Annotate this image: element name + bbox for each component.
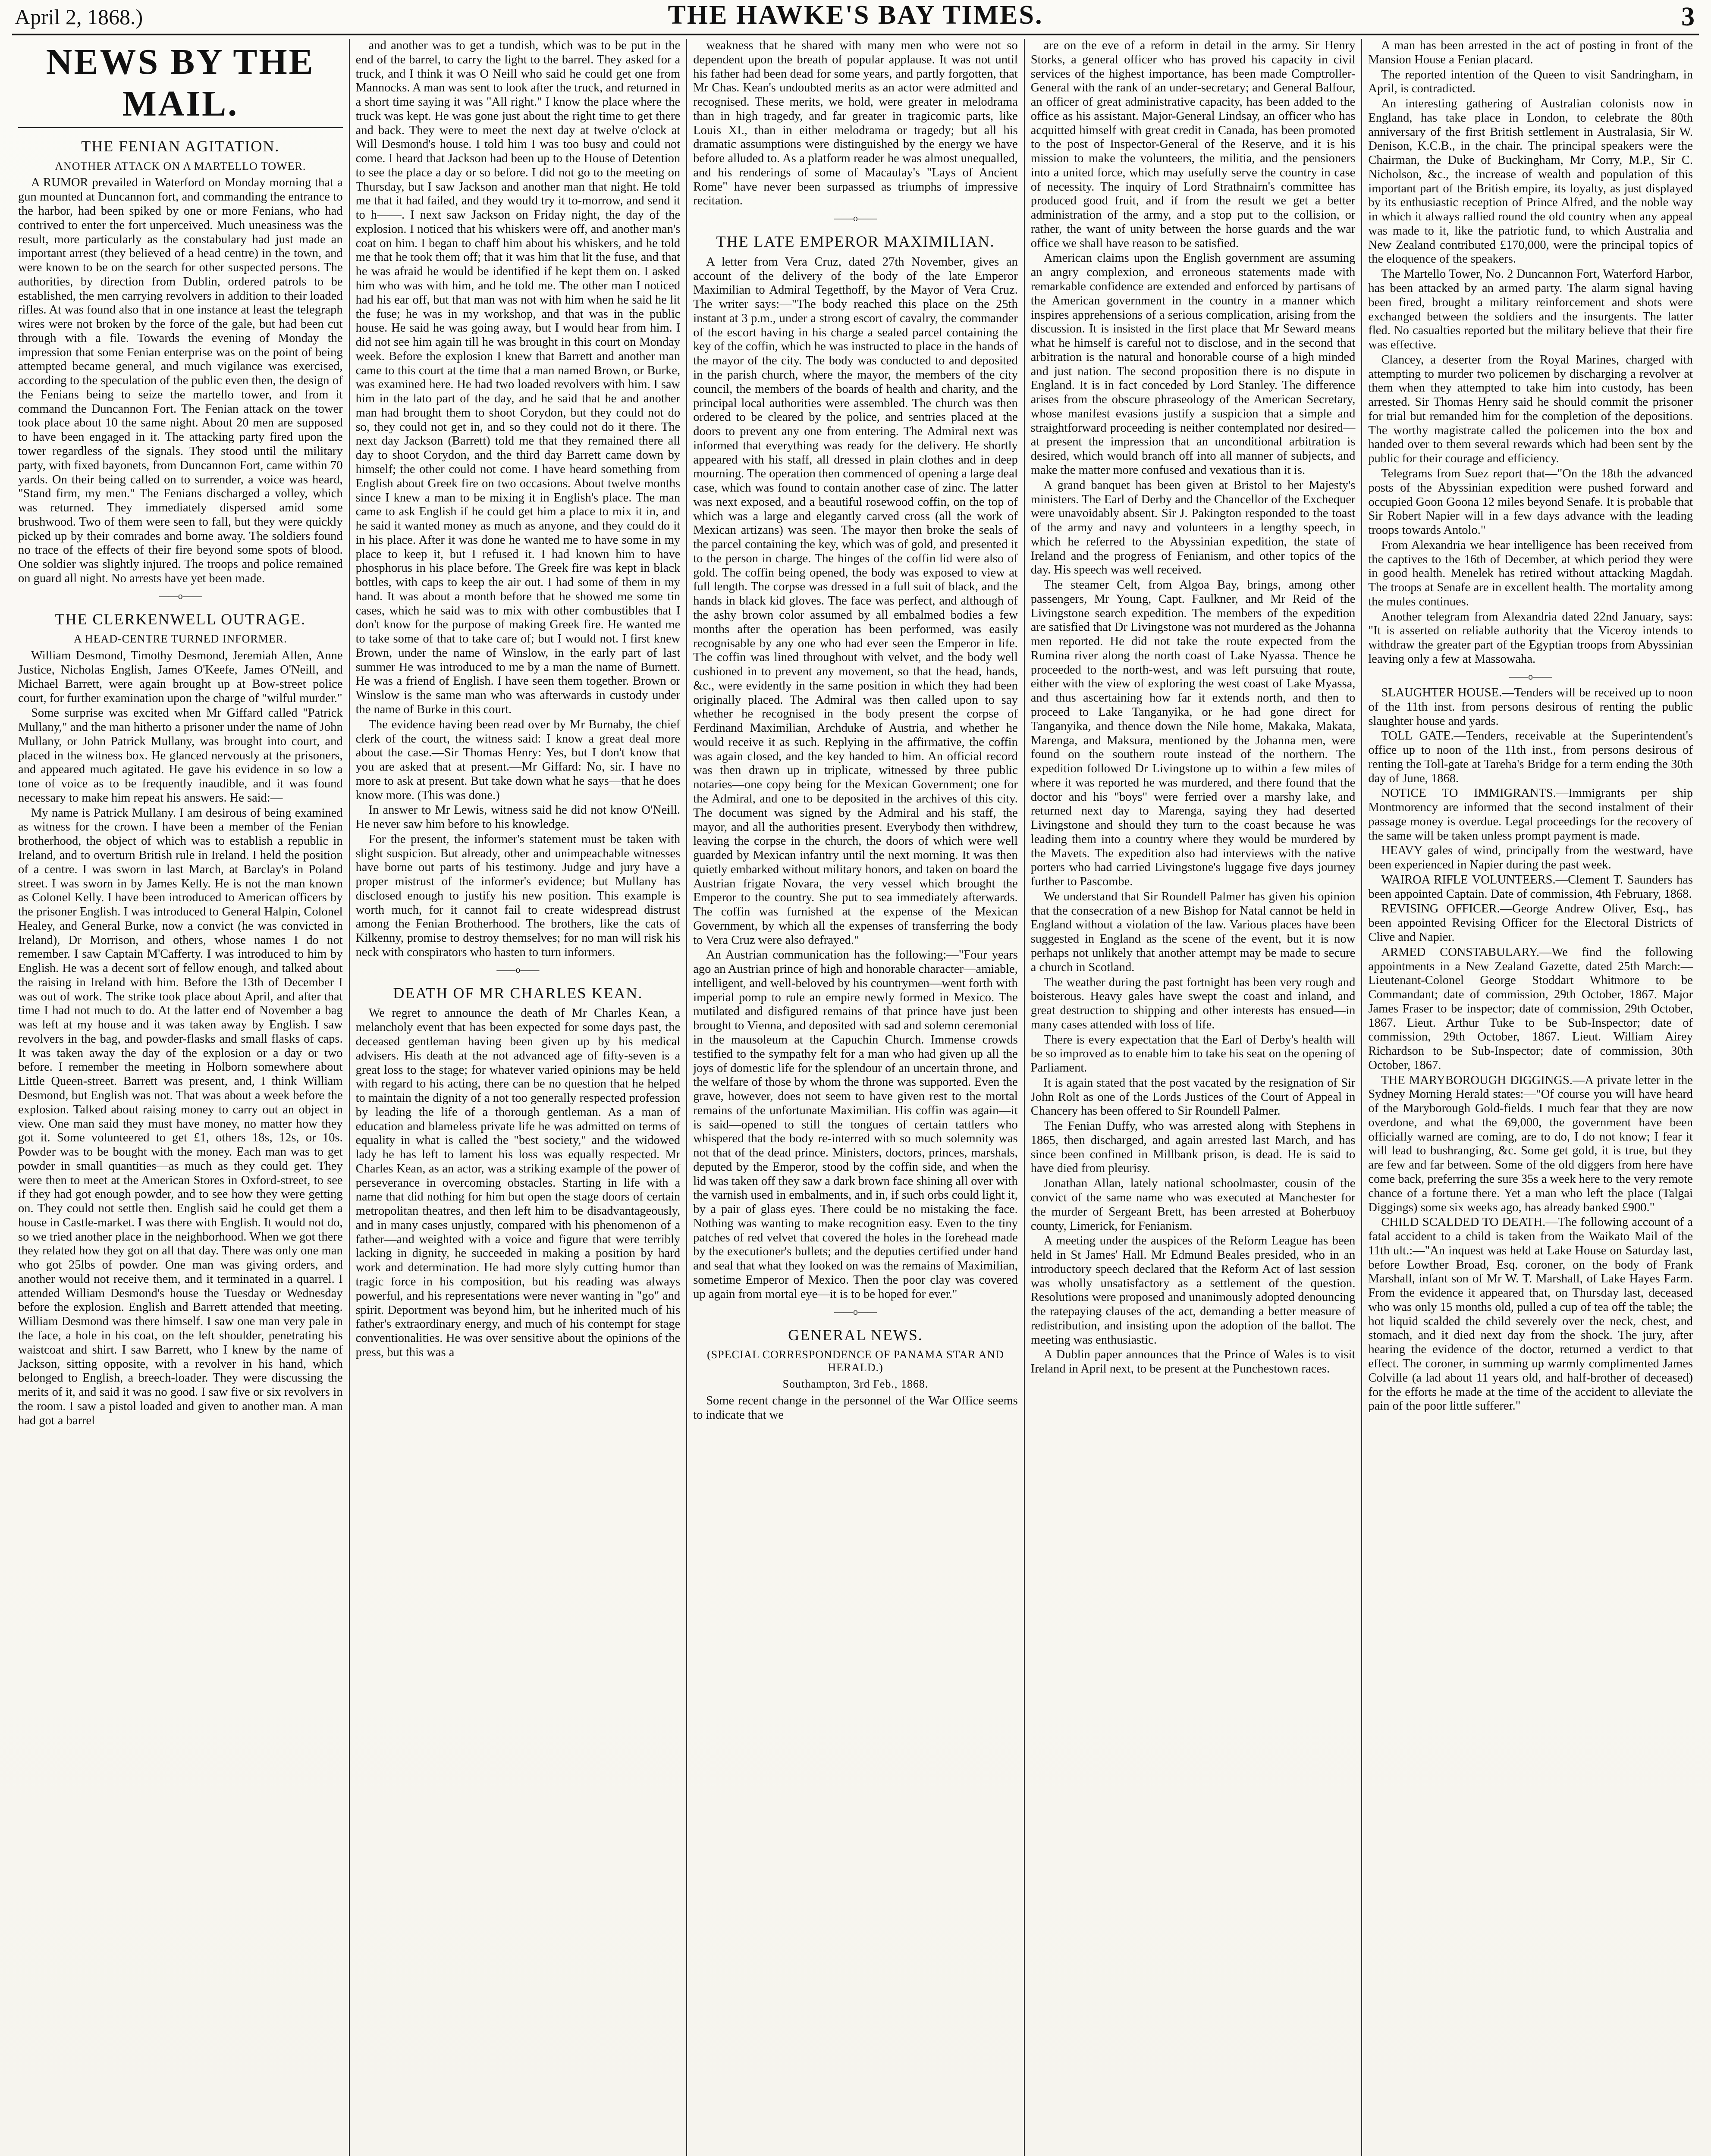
article-paragraph: An Austrian communication has the following:—"Four years ago an Austrian prince of high and honorable character—amiable, intelligent, and well-beloved by his countrymen—went forth with imperial pomp to rule an empire newly formed in Mexico. The mutilated and disfigured remains of that prince have just been brought to Vienna, and deposited with sad and solemn ceremonial in the mausoleum at the Capuchin Church. Immense crowds testified to the sympathy felt for a man who had given up all the joys of domestic life for the splendour of an uncertain throne, and the welfare of those by whom the throne was supported. Even the grave, however, does not seem to have given rest to the mortal remains of the unfortunate Maximilian. His coffin was again—it is said—opened to still the tongues of certain tattlers who whispered that the body re-interred with so much solemnity was not that of the dead prince. Ministers, doctors, princes, marshals, deputed by the Emperor, stood by the coffin side, and when the lid was taken off they saw a dark brown face shining all over with the varnish used in embalments, and in, if such orbs could light it, by a pair of glass eyes. There could be no mistaking the face. Nothing was wanting to make recognition easy. Even to the tiny patches of red velvet that covered the holes in the forehead made by the executioner's bullets; and the deputies certified under hand and seal that what they looked on was the remains of Maximilian, sometime Emperor of Mexico. Then the poor clay was covered up again from mortal eye—it is to be hoped for ever." <box>693 948 1018 1301</box>
article-paragraph: and another was to get a tundish, which was to be put in the end of the barrel, to carry the light to the barrel. They asked for a truck, and I think it was O Neill who said he could get one from Mannocks. A man was sent to look after the truck, and returned in a short time saying it was "All right." I know the place where the truck was kept. He was gone just about the right time to get there and back. They were to meet the next day at twelve o'clock at Will Desmond's house. I told him I was too busy and could not come. I heard that Jackson had been up to the House of Detention to see the place a day or so before. I did not go to the meeting on Thursday, but I saw Jackson and another man that night. He told me that it had failed, and they would try it to-morrow, and send it to h——. I next saw Jackson on Friday night, the day of the explosion. I noticed that his whiskers were off, and another man's coat on him. I began to chaff him about his whiskers, and he told me that he took them off; that it was him that lit the fuse, and that he was afraid he would be identified if he kept them on. I asked him who was with him, and he told me. The other man I noticed had his ear off, but that man was not with him when he said he lit the fuse; he was in my workshop, and that was in the public house. He said he was going away, but I would hear from him. I did not see him again till he was brought in this court on Monday week. Before the explosion I knew that Barrett and another man came to this court at the time that a man named Brown, or Burke, was examined here. He had two loaded revolvers with him. I saw him in the lato part of the day, and he said that he and another man had brought them to shoot Corydon, but they could not do so, they could not get in, and so they could not do it there. The next day Jackson (Barrett) told me that they remained there all day to shoot Corydon, and the third day Barrett came down by himself; the other could not come. I have heard something from English about Greek fire on two occasions. About twelve months since I knew a man to be mixing it in English's place. The man came to ask English if he could get him a place to mix it in, and he said it wanted money as much as anyone, and they could do it in his place. After it was done he wanted me to have some in my place to keep it, but I refused it. I had known him to have phosphorus in his place before. The Greek fire was kept in black bottles, with caps to keep the air out. I had some of them in my hand. It was about a month before that he showed me some tin cases, which he said was to mix with other combustibles that I don't know for the purpose of making Greek fire. He wanted me to take some of that to take care of; but I would not. I first knew Brown, under the name of Winslow, in the early part of last summer He was introduced to me by a man the name of Burnett. He was a friend of English. I have seen them together. Brown or Winslow is the same man who was afterwards in custody under the name of Burke in this court. <box>355 39 681 716</box>
article-paragraph: Some surprise was excited when Mr Giffard called "Patrick Mullany," and the man hitherto a prisoner under the name of John Mullany, or John Patrick Mullany, was brought into court, and placed in the witness box. He glanced nervously at the prisoners, and appeared much agitated. He gave his evidence in so low a tone of voice as to be frequently inaudible, and it was found necessary to make him repeat his answers. He said:— <box>18 706 343 805</box>
column-1 <box>12 39 349 2156</box>
article-paragraph: In answer to Mr Lewis, witness said he did not know O'Neill. He never saw him before to his knowledge. <box>355 803 681 831</box>
article-heading-kean: DEATH OF MR CHARLES KEAN. <box>393 984 643 1002</box>
article-paragraph: There is every expectation that the Earl of Derby's health will be so improved as to enable him to take his seat on the opening of Parliament. <box>1030 1033 1356 1075</box>
page-header <box>12 0 1699 35</box>
column-2 <box>349 39 687 2156</box>
article-paragraph: are on the eve of a reform in detail in the army. Sir Henry Storks, a general officer who has proved his capacity in civil services of the highest importance, has been made Comptroller-General with the rank of an under-secretary; and General Balfour, an officer of great administrative capacity, has been added to the office as his assistant. Major-General Lindsay, an officer who has acquitted himself with great credit in Canada, has been promoted to the post of Inspector-General of the Reserve, and it is his mission to make the volunteers, the militia, and the pensioners into a united force, which may usefully serve the country in case of necessity. The inquiry of Lord Strathnairn's committee has produced good fruit, and if from the result we get a better administration of the army, and a stop put to the collision, or rather, the want of unity between the horse guards and the war office we shall have reason to be satisfied. <box>1030 39 1356 250</box>
news-item: A man has been arrested in the act of posting in front of the Mansion House a Fenian placard. <box>1368 39 1693 66</box>
separator: ——o—— <box>1509 671 1552 682</box>
notice-item: SLAUGHTER HOUSE.—Tenders will be received up to noon of the 11th inst. from persons desirous of renting the public slaughter house and yards. <box>1368 686 1693 728</box>
news-item: Telegrams from Suez report that—"On the 18th the advanced posts of the Abyssinian expedition were pushed forward and occupied Goon Goona 12 miles beyond Senafe. It is probable that Sir Robert Napier will in a few days advance with the leading troops towards Antolo." <box>1368 467 1693 537</box>
news-item: The Martello Tower, No. 2 Duncannon Fort, Waterford Harbor, has been attacked by an armed party. The alarm signal having been fired, brought a military reinforcement and shots were exchanged between the soldiers and the insurgents. The latter fled. No casualties reported but the military believe that their fire was effective. <box>1368 267 1693 352</box>
article-paragraph: American claims upon the English government are assuming an angry complexion, and erroneous statements made with remarkable confidence are extended and enforced by partisans of the American government in the country in a manner which inspires apprehensions of a serious complication, arising from the discussion. It is insisted in the first place that Mr Seward means what he himself is careful not to disclose, and in the second that arbitration is the natural and honorable course of a high minded and just nation. The second proposition there is no dispute in England. It is in fact conceded by Lord Stanley. The difference arises from the obscure phraseology of the American Secretary, whose manifest evasions justify a suspicion that a simple and straightforward proceeding is neither contemplated nor desired—at present the impression that an unconditional arbitration is desired, which would branch off into all manner of subjects, and make the matter more confused and vexatious than it is. <box>1030 251 1356 477</box>
article-paragraph: weakness that he shared with many men who were not so dependent upon the breath of popular applause. It was not until his father had been dead for some years, and partly forgotten, that Mr Chas. Kean's undoubted merits as an actor were admitted and recognised. These merits, we hold, were greater in melodrama than in high tragedy, and far greater in tragicomic parts, like Louis XI., than in either melodrama or tragedy; but all his dramatic assumptions were distinguished by the energy we have before alluded to. As a platform reader he was almost unequalled, and his renderings of some of Macaulay's "Lays of Ancient Rome" have never been surpassed as triumphs of impressive recitation. <box>693 39 1018 208</box>
separator: ——o—— <box>834 1306 877 1317</box>
article-paragraph: For the present, the informer's statement must be taken with slight suspicion. But already, other and unimpeachable witnesses have borne out parts of his testimony. Judge and jury have a proper mistrust of the informer's evidence; but Mullany has disclosed enough to justify his new position. This example is worth much, for it cannot fail to create widespread distrust among the Fenian Brotherhood. The brothers, like the cats of Kilkenny, promise to destroy themselves; for no man will risk his neck with conspirators who hasten to turn informers. <box>355 832 681 959</box>
article-subheading: A HEAD-CENTRE TURNED INFORMER. <box>73 633 287 646</box>
article-paragraph: A meeting under the auspices of the Reform League has been held in St James' Hall. Mr Edmund Beales presided, who in an introductory speech declared that the Reform Act of last session was wholly unsatisfactory as a settlement of the question. Resolutions were proposed and unanimously adopted denouncing the ratepaying clauses of the act, demanding a better measure of redistribution, and insisting upon the adoption of the ballot. The meeting was enthusiastic. <box>1030 1234 1356 1347</box>
news-item: Clancey, a deserter from the Royal Marines, charged with attempting to murder two policemen by discharging a revolver at them when they attempted to take him into custody, has been arrested. Sir Thomas Henry said he should commit the prisoner for trial but remanded him for the completion of the depositions. The worthy magistrate called the policemen into the box and handed over to them several rewards which had been sent by the public for their courage and efficiency. <box>1368 353 1693 466</box>
news-item: From Alexandria we hear intelligence has been received from the captives to the 16th of December, at which period they were in good health. Menelek has retired without attacking Magdah. The troops at Senafe are in excellent health. The mortality among the mules continues. <box>1368 538 1693 608</box>
issue-date: April 2, 1868.) <box>15 5 143 29</box>
page-number: 3 <box>1681 2 1695 31</box>
article-paragraph: Jonathan Allan, lately national schoolmaster, cousin of the convict of the same name who was executed at Manchester for the murder of Sergeant Brett, has been arrested at Boherbuoy county, Limerick, for Fenianism. <box>1030 1177 1356 1233</box>
article-paragraph: A letter from Vera Cruz, dated 27th November, gives an account of the delivery of the body of the late Emperor Maximilian to Admiral Tegetthoff, by the Mayor of Vera Cruz. The writer says:—"The body reached this place on the 25th instant at 3 p.m., under a strong escort of cavalry, the commander of the escort having in his charge a sealed parcel containing the key of the coffin, which he was instructed to place in the hands of the mayor of the city. The body was conducted to and deposited in the parish church, where the mayor, the members of the city council, the members of the boards of health and charity, and the principal local authorities were assembled. The church was then ordered to be cleared by the police, and sentries placed at the doors to prevent any one from entering. The Admiral next was informed that everything was ready for the delivery. He shortly appeared with his staff, all dressed in plain clothes and in deep mourning. The operation then commenced of opening a large deal case, which was found to contain another case of zinc. The latter was next exposed, and a beautiful rosewood coffin, on the top of which was a large and elegantly carved cross (all the work of Mexican artizans) was seen. The mayor then broke the seals of the parcel containing the key, which was of gold, and presented it to the person in charge. The hinges of the coffin lid were also of gold. The coffin being opened, the body was exposed to view at full length. The corpse was dressed in a full suit of black, and the hands in black kid gloves. The face was perfect, and although of the ashy brown color assumed by all embalmed bodies a few months after the operation has been performed, was easily recognisable by any one who had ever seen the Emperor in life. The coffin was lined throughout with velvet, and the body well cushioned in to prevent any movement, so that the head, hands, &c., were evidently in the same position in which they had been originally placed. The Admiral was then called upon to say whether he recognised in the body present the corpse of Ferdinand Maximilian, Archduke of Austria, and whether he would receive it as such. Replying in the affirmative, the coffin was again closed, and the key handed to him. An official record was then drawn up in triplicate, witnessed by three public notaries—one copy being for the Mexican Government; one for the Admiral, and one to be deposited in the archives of this city. The document was signed by the Admiral and his staff, the mayor, and all the authorities present. Everybody then withdrew, leaving the corpse in the church, the doors of which were well guarded by Mexican infantry until the next morning. It was then quietly embarked without military honors, and taken on board the Austrian frigate Novara, the very vessel which brought the Emperor to the country. She put to sea immediately afterwards. The coffin was furnished at the expense of the Mexican Government, by which all the expenses of transferring the body to Vera Cruz were also defrayed." <box>693 255 1018 947</box>
notice-item: NOTICE TO IMMIGRANTS.—Immigrants per ship Montmorency are informed that the second instalment of their passage money is overdue. Legal proceedings for the recovery of the same will be taken unless prompt payment is made. <box>1368 787 1693 843</box>
article-heading-general-news: GENERAL NEWS. <box>788 1326 923 1344</box>
article-heading-fenian: THE FENIAN AGITATION. <box>81 138 280 155</box>
notice-item: REVISING OFFICER.—George Andrew Oliver, Esq., has been appointed Revising Officer for the Electoral Districts of Clive and Napier. <box>1368 902 1693 944</box>
article-paragraph: My name is Patrick Mullany. I am desirous of being examined as witness for the crown. I have been a member of the Fenian brotherhood, the object of which was to establish a republic in Ireland, and to overturn British rule in Ireland. I held the position of a centre. I was sworn in last March, at Barclay's in Poland street. I was sworn in by James Kelly. He is not the man known as Colonel Kelly. I have been introduced to American officers by the prisoner English. I was introduced to General Halpin, Colonel Healey, and General Burke, now a convict (he was convicted in Ireland), Dr Morrison, and others, whose names I do not remember. I saw Captain M'Cafferty. I was introduced to him by English. He was a decent sort of fellow enough, and talked about the raising in Ireland with him. Before the 13th of December I was out of work. The strike took place about April, and after that time I had not much to do. At the latter end of November a bag was left at my house and it was taken away by English. I saw revolvers in the bag, and powder-flasks and small flasks of caps. It was taken away the day of the explosion or a day or two before. I remember the meeting in Holborn somewhere about Little Queen-street. Barrett was present, and, I think William Desmond, but English was not. That was about a week before the explosion. Talked about raising money to carry out an object in view. One man said they must have money, no matter how they got it. Some volunteered to get £1, others 18s, 12s, or 10s. Powder was to be bought with the money. Each man was to get powder in small quantities—as much as they could get. They were then to meet at the American Stores in Oxford-street, to see if they had got enough powder, and to see how they were getting on. They could not settle then. English said he could get them a house in Castle-market. I was there with English. It would not do, so we tried another place in the neighborhood. When we got there they related how they got on all that day. There was only one man who got 25lbs of powder. One man was giving orders, and another would not receive them, and it terminated in a quarrel. I attended William Desmond's house the Tuesday or Wednesday before the explosion. English and Barrett attended that meeting. William Desmond was there himself. I saw one man very pale in the face, a hole in his coat, on the left shoulder, penetrating his waistcoat and shirt. I saw Barrett, who I knew by the name of Jackson, sitting opposite, with a revolver in his hand, which belonged to English, a breech-loader. They were discussing the merits of it, and said it was no good. I saw five or six revolvers in the room. I saw a pistol loaded and given to another man. A man had got a barrel <box>18 806 343 1427</box>
article-paragraph: A grand banquet has been given at Bristol to her Majesty's ministers. The Earl of Derby and the Chancellor of the Exchequer were unavoidably absent. Sir J. Pakington responded to the toast of the army and navy and volunteers in a lengthy speech, in which he referred to the Abyssinian expedition, the state of Ireland and the progress of Fenianism, and other topics of the day. His speech was well received. <box>1030 478 1356 577</box>
article-paragraph: The steamer Celt, from Algoa Bay, brings, among other passengers, Mr Young, Capt. Faulkner, and Mr Reid of the Livingstone search expedition. The members of the expedition are satisfied that Dr Livingstone was not murdered as the Johanna men reported. He did not take the route expected from the Rumina river along the north coast of Lake Nyassa. Thence he proceeded to the north-west, and was left pursuing that route, either with the view of exploring the west coast of Lake Myassa, and thus ascertaining how far it extends north, and then to proceed to Lake Tanganyika, or he had gone direct for Tanganyika, and thence down the Nile home, Makaka, Makata, Marenga, and Maksura, mentioned by the Johanna men, were found on the southern route instead of the northern. The expedition followed Dr Livingstone up to within a few miles of where it was reported he was murdered, and there found that the doctor and his "boys" were ferried over a marshy lake, and returned next day to Marenga, saying they had deserted Livingstone and should they turn to the coast because he was leading them into a country where they would be murdered by the Mavets. The expedition also had interviews with the native porters who had carried Livingstone's luggage five days journey further to Pascombe. <box>1030 578 1356 889</box>
article-paragraph: It is again stated that the post vacated by the resignation of Sir John Rolt as one of the Lords Justices of the Court of Appeal in Chancery has been offered to Sir Roundell Palmer. <box>1030 1076 1356 1118</box>
article-paragraph: A Dublin paper announces that the Prince of Wales is to visit Ireland in April next, to be present at the Punchestown races. <box>1030 1348 1356 1376</box>
article-subheading: ANOTHER ATTACK ON A MARTELLO TOWER. <box>55 160 306 172</box>
article-paragraph: We understand that Sir Roundell Palmer has given his opinion that the consecration of a new Bishop for Natal cannot be held in England without a violation of the law. Various places have been suggested in England as the scene of the event, but it is now perhaps not unlikely that another attempt may be made to secure a church in Scotland. <box>1030 890 1356 974</box>
article-paragraph: The evidence having been read over by Mr Burnaby, the chief clerk of the court, the witness said: I know a great deal more about the case.—Sir Thomas Henry: Yes, but I don't know that you are asked that at present.—Mr Giffard: No, sir. I have no more to ask at present. But take down what he says—that he does know more. (This was done.) <box>355 718 681 802</box>
article-paragraph: A RUMOR prevailed in Waterford on Monday morning that a gun mounted at Duncannon fort, and commanding the entrance to the harbor, had been spiked by one or more Fenians, who had contrived to enter the fort unperceived. Much uneasiness was the result, more particularly as the constabulary had just made an important arrest (they believed of a head centre) in the town, and were known to be on the search for other suspected persons. The authorities, by direction from Dublin, ordered patrols to be established, the men carrying revolvers in addition to their loaded rifles. At was found also that in one instance at least the telegraph wires were not broken by the force of the gale, but had been cut through with a file. Towards the evening of Monday the impression that some Fenian enterprise was on the point of being attempted became general, and much vigilance was exercised, according to the speculation of the public even then, the design of the Fenians being to seize the martello tower, and from it command the Duncannon Fort. The Fenian attack on the tower took place about 10 the same night. About 20 men are supposed to have been engaged in it. The attacking party fired upon the tower regardless of the signals. They stood until the military party, with fixed bayonets, from Duncannon Fort, came within 70 yards. On their being called on to surrender, a voice was heard, "Stand firm, my men." The Fenians discharged a volley, which was returned. They immediately dispersed amid some brushwood. Two of them were seen to fall, but they were quickly picked up by their comrades and borne away. The soldiers found no trace of the effects of their fire beyond some spots of blood. One soldier was slightly injured. The troops and police remained on guard all night. No arrests have yet been made. <box>18 176 343 585</box>
article-paragraph: The Fenian Duffy, who was arrested along with Stephens in 1865, then discharged, and again arrested last March, and has since been confined in Millbank prison, is dead. He is said to have died from pleurisy. <box>1030 1119 1356 1175</box>
news-item: The reported intention of the Queen to visit Sandringham, in April, is contradicted. <box>1368 68 1693 96</box>
notice-item: CHILD SCALDED TO DEATH.—The following account of a fatal accident to a child is taken from the Waikato Mail of the 11th ult.:—"An inquest was held at Lake House on Saturday last, before Lowther Broad, Esq. coroner, on the body of Frank Marshall, infant son of Mr W. T. Marshall, of Lake Hayes Farm. From the evidence it appeared that, on Thursday last, deceased who was only 15 months old, pulled a cup of tea off the table; the hot liquid scalded the child severely over the neck, chest, and stomach, and it died next day from the shock. The jury, after hearing the evidence of the doctor, returned a verdict to that effect. The coroner, in summing up warmly complimented James Colville (a lad about 11 years old, and half-brother of deceased) for the efforts he made at the time of the accident to alleviate the pain of the poor little sufferer." <box>1368 1216 1693 1413</box>
news-item: An interesting gathering of Australian colonists now in England, has take place in London, to celebrate the 80th anniversary of the first British settlement in Australasia, Sir W. Denison, K.C.B., in the chair. The principal speakers were the Chairman, the Duke of Buckingham, Mr Corry, M.P., Sir C. Nicholson, &c., the increase of wealth and population of this important part of the British empire, its loyalty, as just displayed by its enthusiastic reception of Prince Alfred, and the noble way in which it always rallied round the old country when any appeal was made to it, like the patriotic fund, to which Australia and New Zealand contributed £170,000, were the principal topics of the eloquence of the speakers. <box>1368 97 1693 266</box>
separator: ——o—— <box>496 964 540 975</box>
notice-item: ARMED CONSTABULARY.—We find the following appointments in a New Zealand Gazette, dated 25th March:—Lieutenant-Colonel George Stoddart Whitmore to be Commandant; date of commission, 29th October, 1867. Major James Fraser to be inspector; date of commission, 29th October, 1867. Lieut. Arthur Tuke to be Sub-Inspector; date of commission, 29th October, 1867. Lieut. William Airey Richardson to be Sub-Inspector; date of commission, 30th October, 1867. <box>1368 945 1693 1072</box>
article-heading-clerkenwell: THE CLERKENWELL OUTRAGE. <box>55 610 306 628</box>
news-item: Another telegram from Alexandria dated 22nd January, says: "It is asserted on reliable authority that the Viceroy intends to withdraw the greater part of the Egyptian troops from Abyssinian leaving only a few at Massowaha. <box>1368 610 1693 666</box>
section-title: NEWS BY THE MAIL. <box>18 41 343 128</box>
article-subheading: (SPECIAL CORRESPONDENCE OF PANAMA STAR AND HERALD.) <box>707 1348 1004 1374</box>
masthead: THE HAWKE'S BAY TIMES. <box>668 0 1043 30</box>
article-paragraph: William Desmond, Timothy Desmond, Jeremiah Allen, Anne Justice, Nicholas English, James O'Keefe, James O'Neill, and Michael Barrett, were again brought up at Bow-street police court, for further examination upon the charge of "wilful murder." <box>18 649 343 705</box>
notice-item: WAIROA RIFLE VOLUNTEERS.—Clement T. Saunders has been appointed Captain. Date of commission, 4th February, 1868. <box>1368 873 1693 901</box>
column-3 <box>686 39 1024 2156</box>
separator: ——o—— <box>834 213 877 224</box>
notice-item: HEAVY gales of wind, principally from the westward, have been experienced in Napier during the past week. <box>1368 844 1693 872</box>
notice-item: TOLL GATE.—Tenders, receivable at the Superintendent's office up to noon of the 11th inst., from persons desirous of renting the Toll-gate at Tareha's Bridge for a term ending the 30th day of June, 1868. <box>1368 729 1693 785</box>
column-5 <box>1361 39 1699 2156</box>
dateline: Southampton, 3rd Feb., 1868. <box>782 1378 929 1390</box>
article-paragraph: Some recent change in the personnel of the War Office seems to indicate that we <box>693 1394 1018 1422</box>
notice-item: THE MARYBOROUGH DIGGINGS.—A private letter in the Sydney Morning Herald states:—"Of course you will have heard of the Maryborough Gold-fields. I much fear that they are now overdone, and what the 69,000, the government have been officially warned are coming, are to do, I do not know; I fear it will lead to bushranging, &c. Some get gold, it is true, but they are few and far between. Some of the old diggers from here have come back, preferring the sure 35s a week here to the very remote chance of a fortune there. Yet a man who left the place (Talgai Diggings) some six weeks ago, has already banked £900." <box>1368 1073 1693 1214</box>
columns <box>12 39 1699 2156</box>
column-4 <box>1024 39 1362 2156</box>
article-paragraph: The weather during the past fortnight has been very rough and boisterous. Heavy gales have swept the coast and inland, and great destruction to shipping and other interests has ensued—in many cases attended with loss of life. <box>1030 975 1356 1031</box>
article-heading-maximilian: THE LATE EMPEROR MAXIMILIAN. <box>716 233 995 251</box>
separator: ——o—— <box>159 590 202 601</box>
article-paragraph: We regret to announce the death of Mr Charles Kean, a melancholy event that has been expected for some days past, the deceased gentleman having been given up by his medical advisers. His death at the not advanced age of fifty-seven is a great loss to the stage; for whatever varied opinions may be held with regard to his acting, there can be no question that he helped to maintain the dignity of a not too generally respected profession by leading the life of a thorough gentleman. As a man of education and blameless private life he was admitted on terms of equality in what is called the "best society," and the widowed lady he has left to lament his loss was equally respected. Mr Charles Kean, as an actor, was a striking example of the power of perseverance in overcoming obstacles. Starting in life with a name that did nothing for him but open the stage doors of certain metropolitan theatres, and then left him to be disadvantageously, and in many cases unjustly, compared with his phenomenon of a father—and weighted with a voice and figure that were terribly lacking in dignity, he succeeded in making a position by hard work and determination. He had more slyly cutting humor than tragic force in his composition, but his reading was always powerful, and his representations were never wanting in "go" and spirit. Deportment was beyond him, but he inherited much of his father's extraordinary energy, and much of his contempt for stage conventionalities. He was over sensitive about the opinions of the press, but this was a <box>355 1006 681 1359</box>
